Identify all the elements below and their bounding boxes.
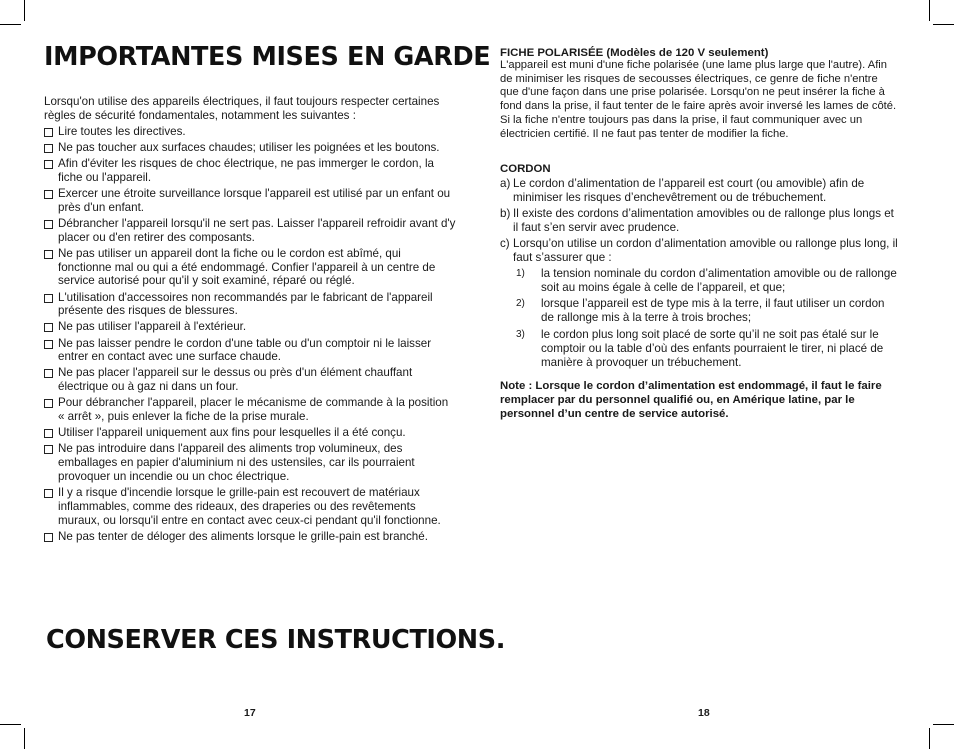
list-item: Ne pas laisser pendre le cordon d'une table ou d'un comptoir ni le laisser entrer en contact avec une surface chaude. xyxy=(44,337,456,365)
list-item: a) Le cordon d’alimentation de l’appareil est court (ou amovible) afin de minimiser les risques d’enchevêtrement ou de trébuchement. xyxy=(500,177,865,204)
crop-mark xyxy=(0,724,21,725)
checkbox-bullet-icon xyxy=(44,294,53,303)
cord-list xyxy=(500,177,898,369)
checkbox-bullet-icon xyxy=(44,489,53,498)
list-item: Afin d'éviter les risques de choc électrique, ne pas immerger le cordon, la fiche ou l'appareil. xyxy=(44,157,456,185)
cord-section xyxy=(500,163,898,372)
list-item: Débrancher l'appareil lorsqu'il ne sert pas. Laisser l'appareil refroidir avant d'y placer ou d'en retirer des composants. xyxy=(44,217,456,245)
cord-heading: CORDON xyxy=(500,163,551,175)
checkbox-bullet-icon xyxy=(44,445,53,454)
checkbox-bullet-icon xyxy=(44,190,53,199)
checkbox-bullet-icon xyxy=(44,323,53,332)
list-item: Ne pas introduire dans l'appareil des aliments trop volumineux, des emballages en papier d'aluminium ni des ustensiles, car ils pourraient provoquer un incendie ou un choc électrique. xyxy=(44,442,456,483)
crop-mark xyxy=(929,728,930,749)
crop-mark xyxy=(933,724,954,725)
page-title: IMPORTANTES MISES EN GARDE xyxy=(44,42,491,72)
list-item: Pour débrancher l'appareil, placer le mécanisme de commande à la position « arrêt », puis enlever la fiche de la prise murale. xyxy=(44,396,456,424)
list-item: Ne pas tenter de déloger des aliments lorsque le grille-pain est branché. xyxy=(44,530,456,544)
checkbox-bullet-icon xyxy=(44,220,53,229)
checkbox-bullet-icon xyxy=(44,399,53,408)
list-item: 1) la tension nominale du cordon d’alimentation amovible ou de rallonge soit au moins égale à celle de l’appareil, et que; xyxy=(516,266,897,294)
polarized-plug-heading: FICHE POLARISÉE (Modèles de 120 V seulement) xyxy=(500,47,769,59)
safeguards-list xyxy=(44,125,456,546)
checkbox-bullet-icon xyxy=(44,533,53,542)
list-item: Exercer une étroite surveillance lorsque l'appareil est utilisé par un enfant ou près d'un enfant. xyxy=(44,187,456,215)
page-number-left: 17 xyxy=(244,707,256,719)
checkbox-bullet-icon xyxy=(44,160,53,169)
crop-mark xyxy=(933,24,954,25)
list-item: b) Il existe des cordons d’alimentation amovibles ou de rallonge plus longs et il faut s’en servir avec prudence. xyxy=(500,207,894,234)
list-item: 2) lorsque l’appareil est de type mis à la terre, il faut utiliser un cordon de rallonge mis à la terre à trois broches; xyxy=(516,297,885,325)
cord-sub-list xyxy=(513,267,898,370)
polarized-plug-section xyxy=(500,47,898,141)
list-item: c) Lorsqu’on utilise un cordon d’alimentation amovible ou rallonge plus long, il faut s’assurer que : 1) la tension nominale du cordon d’alimentation amovible ou de rallonge soit au moins égale à celle de l’appareil, et que; 2) lorsque l’appareil est de type mis à la terre, il faut utiliser un cordon de rallonge mis à la terre à trois broches; 3) le cordon plus long soit placé de sorte qu’il ne soit pas étalé sur le comptoir ou la table d’où des enfants pourraient le tirer, ni placé de manière à provoquer un trébuchement. xyxy=(500,237,898,369)
list-item: Utiliser l'appareil uniquement aux fins pour lesquelles il a été conçu. xyxy=(44,426,456,440)
crop-mark xyxy=(0,24,21,25)
list-item: Il y a risque d'incendie lorsque le grille-pain est recouvert de matériaux inflammables, comme des rideaux, des draperies ou des revêtements muraux, ou lorsqu'il entre en contact avec ceux-ci pendant qu'il fonctionne. xyxy=(44,486,456,527)
crop-mark xyxy=(24,0,25,21)
crop-mark xyxy=(929,0,930,21)
list-item: 3) le cordon plus long soit placé de sorte qu’il ne soit pas étalé sur le comptoir ou la table d’où des enfants pourraient le tirer, ni placé de manière à provoquer un trébuchement. xyxy=(516,327,884,369)
cord-note: Note : Lorsque le cordon d’alimentation est endommagé, il faut le faire remplacer par du personnel qualifié ou, en Amérique latine, par le personnel d’un centre de service autorisé. xyxy=(500,380,882,420)
intro-text: Lorsqu'on utilise des appareils électriques, il faut toujours respecter certaines règles de sécurité fondamentales, notamment les suivantes : xyxy=(44,95,440,122)
list-item: Ne pas toucher aux surfaces chaudes; utiliser les poignées et les boutons. xyxy=(44,141,456,155)
checkbox-bullet-icon xyxy=(44,369,53,378)
list-item: Lire toutes les directives. xyxy=(44,125,456,139)
checkbox-bullet-icon xyxy=(44,128,53,137)
checkbox-bullet-icon xyxy=(44,429,53,438)
checkbox-bullet-icon xyxy=(44,340,53,349)
polarized-plug-text: L'appareil est muni d'une fiche polarisée (une lame plus large que l'autre). Afin de minimiser les risques de secousses électriques, ce genre de fiche n'entre que d'une façon dans une prise polarisée. Lorsqu'on ne peut insérer la fiche à fond dans la prise, il faut tenter de le faire après avoir inversé les lames de côté. Si la fiche n'entre toujours pas dans la prise, il faut communiquer avec un électricien certifié. Il ne faut pas tenter de modifier la fiche. xyxy=(500,59,897,140)
checkbox-bullet-icon xyxy=(44,144,53,153)
crop-mark xyxy=(24,728,25,749)
list-item: Ne pas utiliser l'appareil à l'extérieur. xyxy=(44,320,456,334)
right-page xyxy=(500,0,898,749)
left-page xyxy=(44,0,505,749)
list-item: L'utilisation d'accessoires non recommandés par le fabricant de l'appareil présente des risques de blessures. xyxy=(44,291,456,319)
save-instructions-title: CONSERVER CES INSTRUCTIONS. xyxy=(46,625,505,655)
page-number-right: 18 xyxy=(698,707,710,719)
list-item: Ne pas utiliser un appareil dont la fiche ou le cordon est abîmé, qui fonctionne mal ou qui a été endommagé. Confier l'appareil à un centre de service autorisé pour qu'il y soit examiné, réparé ou réglé. xyxy=(44,247,456,288)
checkbox-bullet-icon xyxy=(44,250,53,259)
list-item: Ne pas placer l'appareil sur le dessus ou près d'un élément chauffant électrique ou à gaz ni dans un four. xyxy=(44,366,456,394)
